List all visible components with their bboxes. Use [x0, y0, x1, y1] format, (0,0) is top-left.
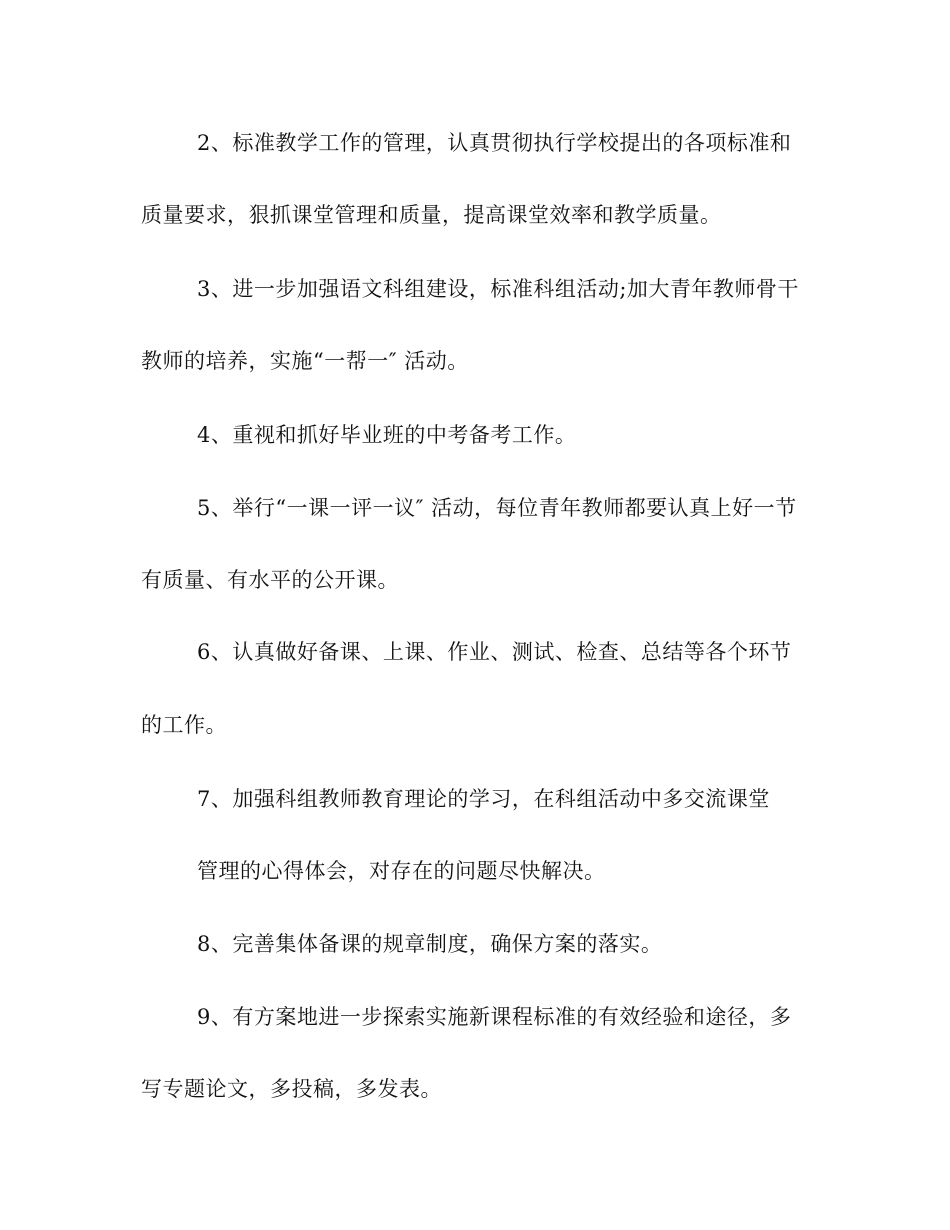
- item-5-line-1: 5、举行“一课一评一议″ 活动，每位青年教师都要认真上好一节: [197, 496, 797, 520]
- item-2-line-2: 质量要求，狠抓课堂管理和质量，提高课堂效率和教学质量。: [141, 203, 722, 227]
- item-2-line-1: 2、标准教学工作的管理，认真贯彻执行学校提出的各项标准和: [197, 131, 792, 155]
- item-6-line-1: 6、认真做好备课、上课、作业、测试、检查、总结等各个环节: [197, 640, 792, 664]
- item-3-line-2: 教师的培养，实施“一帮一″ 活动。: [141, 349, 469, 373]
- item-8-line-1: 8、完善集体备课的规章制度，确保方案的落实。: [197, 932, 663, 956]
- item-7-line-2: 管理的心得体会，对存在的问题尽快解决。: [197, 859, 606, 883]
- item-6-line-2: 的工作。: [141, 713, 227, 737]
- item-5-line-2: 有质量、有水平的公开课。: [141, 568, 399, 592]
- item-3-line-1: 3、进一步加强语文科组建设，标准科组活动;加大青年教师骨干: [197, 277, 799, 301]
- item-9-line-1: 9、有方案地进一步探索实施新课程标准的有效经验和途径，多: [197, 1005, 792, 1029]
- item-9-line-2: 写专题论文，多投稿，多发表。: [141, 1077, 442, 1101]
- item-7-line-1: 7、加强科组教师教育理论的学习，在科组活动中多交流课堂: [197, 787, 770, 811]
- item-4-line-1: 4、重视和抓好毕业班的中考备考工作。: [197, 423, 577, 447]
